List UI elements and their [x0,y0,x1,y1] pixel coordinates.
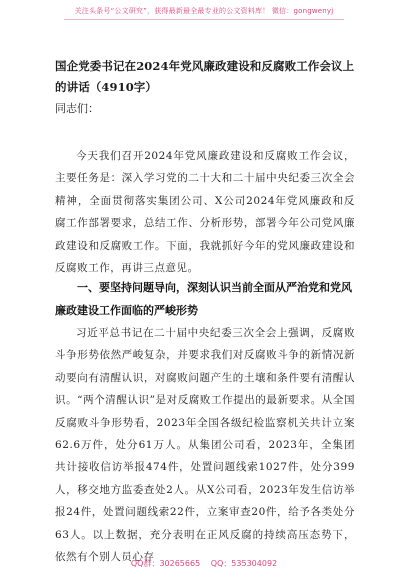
header-banner: 关注头条号“公文研究”，获得最新最全最专业的公文资料库！ 微信：gongwenyj [74,7,334,15]
paragraph-1: 今天我们召开2024年党风廉政建设和反腐败工作会议，主要任务是：深入学习党的二十大和二十届中央纪委三次全会精神，全面贯彻落实集团公司、X公司2024年党风廉政和反腐工作部署要求，总结工作、分析形势，部署今年公司党风廉政建设和反腐败工作。下面，我就抓好今年的党风廉政建设和反腐败工作，再讲三点意见。 [55,150,355,275]
footer-qq-group: QQ群：30265665 [130,559,201,568]
footer-contact [0,558,408,569]
section-heading-1: 一、要坚持问题导向，深刻认识当前全面从严治党和党风廉政建设工作面临的严峻形势 [55,281,352,317]
footer-qq: QQ：535304092 [210,559,278,568]
document-title: 国企党委书记在2024年党风廉政建设和反腐败工作会议上的讲话（4910字） [55,59,355,94]
paragraph-2: 习近平总书记在二十届中央纪委三次全会上强调，反腐败斗争形势依然严峻复杂，并要求我们对反腐败斗争的新情况新动要向有清醒认识，对腐败问题产生的土壤和条件要有清醒认识。“两个清醒认识”是对反腐败工作提出的最新要求。从全国反腐败斗争形势看，2023年全国各级纪检监察机关共计立案62.6万件，处分61万人。从集团公司看，2023年，全集团共计接收信访举报474件，处置问题线索1027件，处分399人，移交地方监委查处2人。从X公司看，2023年发生信访举报24件，处置问题线索22件，立案审查20件，给予各类处分63人。以上数据，充分表明在正风反腐的持续高压态势下，依然有个别人员心存 [55,327,355,564]
header-divider [64,19,344,20]
document-greeting: 同志们： [55,102,99,115]
